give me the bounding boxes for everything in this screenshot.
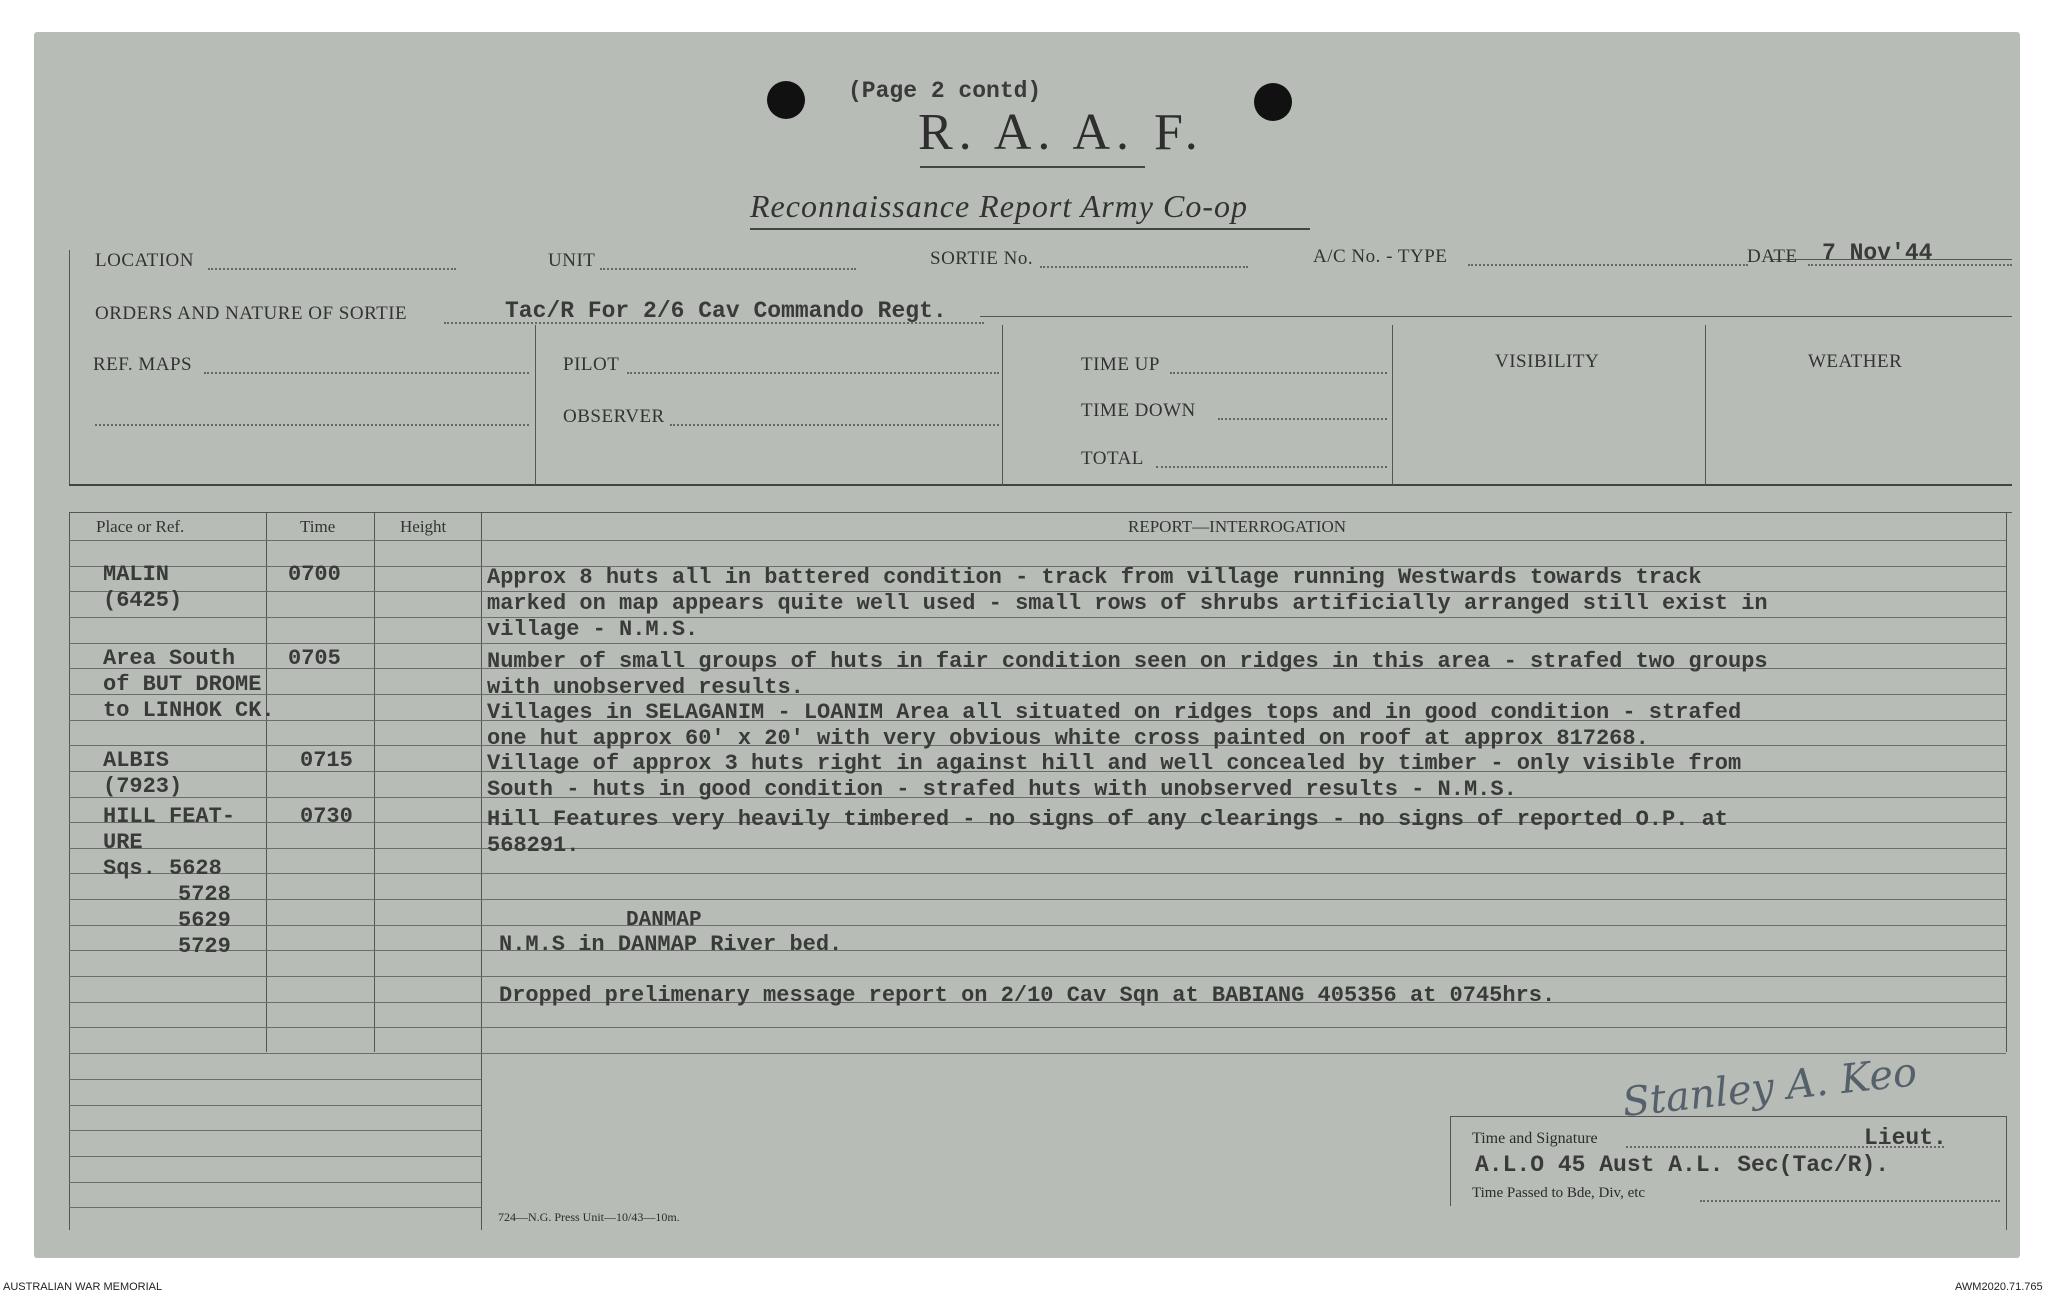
report-line: Approx 8 huts all in battered condition - track from village running Westwards towards track <box>487 565 1702 590</box>
place-line: 5728 <box>178 882 231 907</box>
box-bottom-edge <box>69 484 2012 486</box>
total-field[interactable] <box>1156 466 1387 468</box>
place-line: Area South <box>103 646 236 671</box>
rank: Lieut. <box>1864 1125 1947 1151</box>
place-line: (6425) <box>103 588 183 613</box>
pilot-field[interactable] <box>627 372 999 374</box>
table-top-rule <box>69 512 2012 513</box>
weather-label: WEATHER <box>1808 351 1903 372</box>
report-line: Number of small groups of huts in fair condition seen on ridges in this area - strafed two groups <box>487 649 1768 674</box>
location-label: LOCATION <box>95 250 194 271</box>
time-value: 0705 <box>288 646 341 671</box>
divider-4 <box>1705 325 1706 485</box>
time-up-field[interactable] <box>1170 372 1387 374</box>
orders-value: Tac/R For 2/6 Cav Commando Regt. <box>505 298 947 324</box>
signature-box-right <box>2006 1116 2007 1230</box>
report-line: Hill Features very heavily timbered - no signs of any clearings - no signs of reported O.P. at <box>487 807 1729 832</box>
table-rule-line <box>69 694 2006 695</box>
report-line: marked on map appears quite well used - small rows of shrubs artificially arranged still exist in <box>487 591 1768 616</box>
col-header-height: Height <box>400 517 447 536</box>
report-line: Village of approx 3 huts right in against hill and well concealed by timber - only visible from <box>487 751 1742 776</box>
table-rule-line <box>69 1105 481 1106</box>
time-passed-label: Time Passed to Bde, Div, etc <box>1472 1185 1646 1201</box>
ref-maps-field-2[interactable] <box>95 424 529 426</box>
credit-left: AUSTRALIAN WAR MEMORIAL <box>3 1281 163 1293</box>
signature: Stanley A. Keo <box>1620 1049 1920 1126</box>
total-label: TOTAL <box>1081 448 1144 469</box>
table-rule-line <box>69 1207 481 1208</box>
print-note: 724—N.G. Press Unit—10/43—10m. <box>498 1210 680 1224</box>
page-title: R. A. A. F. <box>918 104 1204 161</box>
table-left-edge <box>69 512 70 1230</box>
ref-maps-label: REF. MAPS <box>93 354 193 375</box>
table-rule-line <box>69 617 2006 618</box>
place-line: 5629 <box>178 908 231 933</box>
place-line: to LINHOK CK. <box>103 698 275 723</box>
observer-field[interactable] <box>670 424 999 426</box>
table-rule-line <box>69 643 2006 644</box>
table-rule-line <box>69 925 2006 926</box>
col-header-report: REPORT—INTERROGATION <box>1128 517 1347 536</box>
report-line: village - N.M.S. <box>487 617 699 642</box>
punch-hole-left <box>767 81 805 119</box>
location-field[interactable] <box>208 268 456 270</box>
credit-right: AWM2020.71.765 <box>1955 1281 2043 1293</box>
pilot-label: PILOT <box>563 354 620 375</box>
observer-label: OBSERVER <box>563 406 665 427</box>
unit-field[interactable] <box>600 268 856 270</box>
time-down-field[interactable] <box>1218 418 1387 420</box>
table-rule-line <box>69 1079 481 1080</box>
subtitle-underline <box>750 228 1310 230</box>
time-passed-field[interactable] <box>1700 1200 2000 1202</box>
table-rule-line <box>69 873 2006 874</box>
col-divider-place <box>266 512 267 1052</box>
time-value: 0715 <box>300 748 353 773</box>
unit-label: UNIT <box>548 250 596 271</box>
report-line: Dropped prelimenary message report on 2/10 Cav Sqn at BABIANG 405356 at 0745hrs. <box>499 983 1556 1008</box>
punch-hole-right <box>1254 83 1292 121</box>
sortie-label: SORTIE No. <box>930 248 1034 269</box>
table-rule-line <box>69 1182 481 1183</box>
table-rule-line <box>69 540 2006 541</box>
form-subtitle: Reconnaissance Report Army Co-op <box>750 188 1248 224</box>
ac-type-field[interactable] <box>1468 264 1748 266</box>
place-line: (7923) <box>103 774 183 799</box>
table-rule-line <box>69 1027 2006 1028</box>
signature-box-left <box>1450 1116 1451 1206</box>
page-contd: (Page 2 contd) <box>848 78 1042 104</box>
place-line: of BUT DROME <box>103 672 262 697</box>
table-rule-line <box>69 899 2006 900</box>
col-divider-height <box>481 512 482 1230</box>
report-line: Villages in SELAGANIM - LOANIM Area all situated on ridges tops and in good condition - strafed <box>487 700 1742 725</box>
title-underline <box>920 166 1145 168</box>
report-line: with unobserved results. <box>487 675 804 700</box>
table-rule-line <box>69 976 2006 977</box>
table-rule-line <box>69 1053 2006 1054</box>
orders-rule <box>980 316 2012 317</box>
time-down-label: TIME DOWN <box>1081 400 1196 421</box>
table-rule-line <box>69 848 2006 849</box>
ref-maps-field[interactable] <box>204 372 529 374</box>
divider-2 <box>1002 325 1003 485</box>
divider-1 <box>535 325 536 485</box>
box-left-edge <box>69 250 70 485</box>
visibility-label: VISIBILITY <box>1495 351 1600 372</box>
col-header-place: Place or Ref. <box>96 517 185 536</box>
date-value: 7 Nov'44 <box>1822 240 1933 266</box>
place-line: MALIN <box>103 562 170 587</box>
report-line: N.M.S in DANMAP River bed. <box>499 932 843 957</box>
table-rule-line <box>69 1156 481 1157</box>
time-up-label: TIME UP <box>1081 354 1160 375</box>
table-rule-line <box>69 1130 481 1131</box>
ac-type-label: A/C No. - TYPE <box>1313 246 1448 267</box>
unit-signature: A.L.O 45 Aust A.L. Sec(Tac/R). <box>1475 1152 1890 1178</box>
place-line: ALBIS <box>103 748 170 773</box>
place-line: Sqs. 5628 <box>103 856 222 881</box>
orders-label: ORDERS AND NATURE OF SORTIE <box>95 303 408 324</box>
time-value: 0700 <box>288 562 341 587</box>
time-value: 0730 <box>300 804 353 829</box>
col-divider-time <box>374 512 375 1052</box>
report-line: South - huts in good condition - strafed huts with unobserved results - N.M.S. <box>487 777 1517 802</box>
place-line: URE <box>103 830 143 855</box>
report-line: one hut approx 60' x 20' with very obvious white cross painted on roof at approx 817268. <box>487 726 1649 751</box>
table-right-edge <box>2006 512 2007 1052</box>
table-rule-line <box>69 950 2006 951</box>
col-header-time: Time <box>300 517 336 536</box>
date-label: DATE <box>1747 246 1798 267</box>
place-line: 5729 <box>178 934 231 959</box>
signature-box-top <box>1450 1116 2006 1117</box>
place-line: HILL FEAT- <box>103 804 236 829</box>
report-insertion: DANMAP <box>626 909 702 932</box>
time-signature-label: Time and Signature <box>1472 1130 1598 1147</box>
sortie-field[interactable] <box>1040 266 1248 268</box>
report-line: 568291. <box>487 833 580 858</box>
divider-3 <box>1392 325 1393 485</box>
